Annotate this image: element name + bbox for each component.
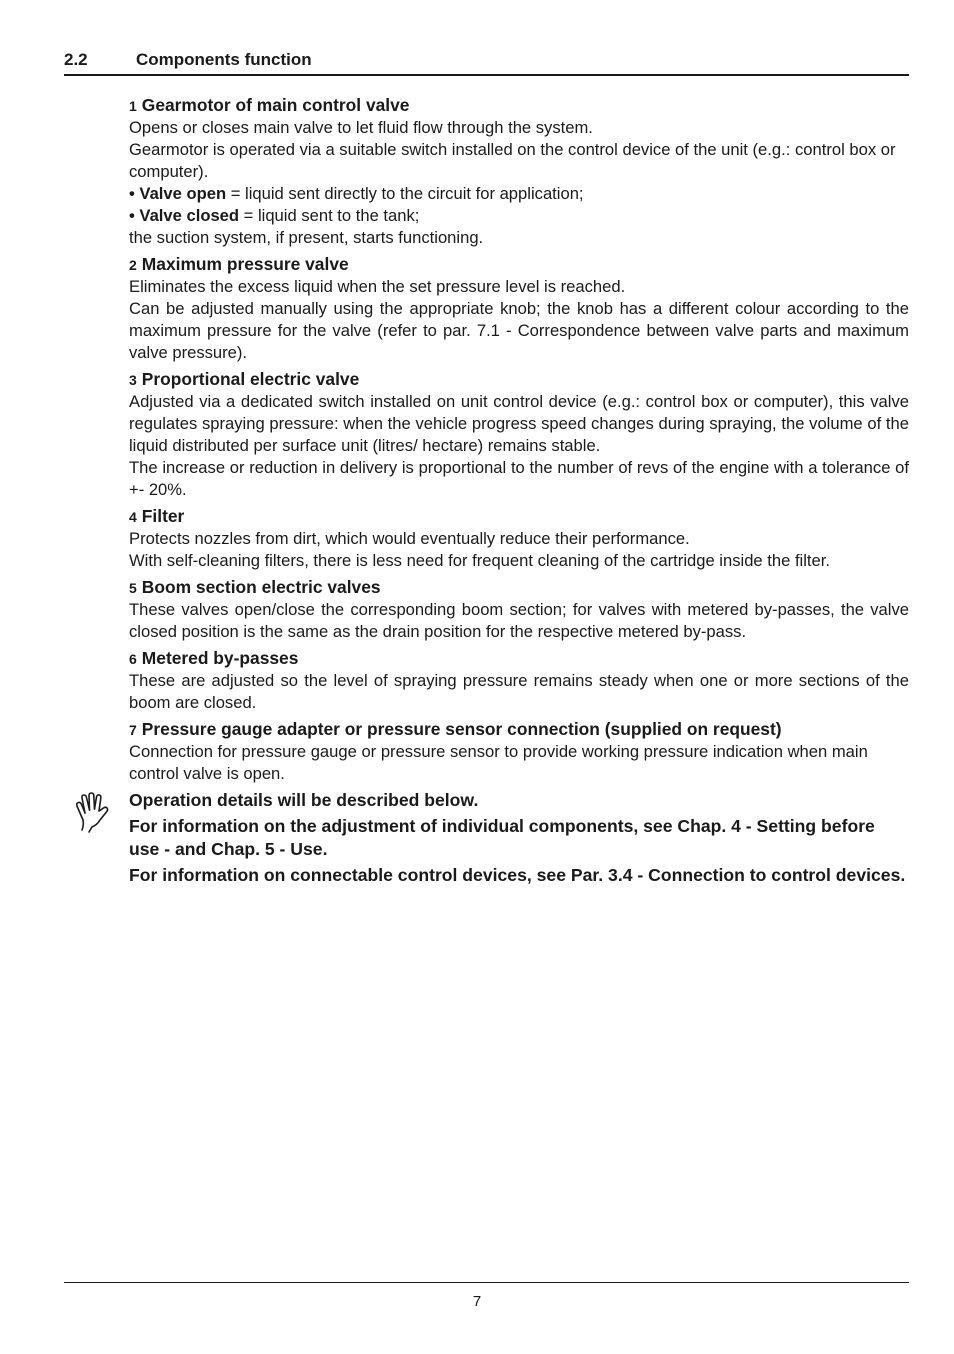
description-line: the suction system, if present, starts functioning. (129, 228, 484, 247)
bullet-text: = liquid sent directly to the circuit for application; (226, 184, 584, 203)
component-name: Proportional electric valve (141, 369, 360, 389)
component-number: 2 (129, 257, 137, 273)
component-title (129, 253, 909, 276)
component-title (129, 576, 909, 599)
section-number: 2.2 (64, 50, 88, 69)
component-title (129, 718, 909, 741)
component-name: Metered by-passes (141, 648, 299, 668)
component-number: 6 (129, 651, 137, 667)
component-name: Maximum pressure valve (141, 254, 349, 274)
component-4 (129, 505, 909, 572)
component-3 (129, 368, 909, 501)
description-line: Can be adjusted manually using the appropriate knob; the knob has a different colour according to the maximum pressure for the valve (refer to par. 7.1 - Correspondence between valve parts and maximum valve pressure). (129, 299, 909, 362)
description-line: Gearmotor is operated via a suitable switch installed on the control device of the unit (e.g.: control box or computer). (129, 140, 896, 181)
components-list (129, 94, 909, 789)
description-line: Protects nozzles from dirt, which would eventually reduce their performance. (129, 529, 690, 548)
page-number: 7 (472, 1293, 482, 1310)
bullet-valve-closed (129, 205, 909, 227)
section-title: Components function (136, 50, 312, 69)
description-line: Adjusted via a dedicated switch installed on unit control device (e.g.: control box or computer), this valve regulates spraying pressure: when the vehicle progress speed changes during spraying, the volume of the liquid distributed per surface unit (litres/ hectare) remains stable. (129, 392, 909, 455)
note-line: Operation details will be described below. (129, 790, 479, 810)
description-line: With self-cleaning filters, there is less need for frequent cleaning of the cartridge inside the filter. (129, 551, 830, 570)
component-1 (129, 94, 909, 249)
component-name: Boom section electric valves (141, 577, 381, 597)
section-header (64, 50, 909, 76)
description-line: Opens or closes main valve to let fluid flow through the system. (129, 118, 593, 137)
operation-note (129, 789, 909, 890)
component-number: 1 (129, 98, 137, 114)
component-number: 4 (129, 509, 137, 525)
component-title (129, 368, 909, 391)
component-number: 5 (129, 580, 137, 596)
hand-icon (72, 792, 112, 834)
component-title (129, 505, 909, 528)
component-number: 7 (129, 722, 137, 738)
footer-divider (64, 1282, 909, 1283)
description-line: The increase or reduction in delivery is proportional to the number of revs of the engine with a tolerance of +- 20%. (129, 458, 909, 499)
bullet-label: • Valve closed (129, 206, 240, 225)
component-title (129, 94, 909, 117)
bullet-valve-open (129, 183, 909, 205)
component-5 (129, 576, 909, 643)
component-2 (129, 253, 909, 364)
note-line: For information on the adjustment of individual components, see Chap. 4 - Setting before use - and Chap. 5 - Use. (129, 816, 875, 859)
component-name: Pressure gauge adapter or pressure sensor connection (supplied on request) (141, 719, 782, 739)
component-7 (129, 718, 909, 785)
description-line: Eliminates the excess liquid when the set pressure level is reached. (129, 277, 626, 296)
bullet-text: = liquid sent to the tank; (239, 206, 420, 225)
bullet-label: • Valve open (129, 184, 227, 203)
component-name: Filter (141, 506, 185, 526)
description-line: These are adjusted so the level of spraying pressure remains steady when one or more sections of the boom are closed. (129, 671, 909, 712)
component-6 (129, 647, 909, 714)
component-name: Gearmotor of main control valve (141, 95, 410, 115)
description-line: These valves open/close the corresponding boom section; for valves with metered by-passes, the valve closed position is the same as the drain position for the respective metered by-pass. (129, 600, 909, 641)
description-line: Connection for pressure gauge or pressure sensor to provide working pressure indication when main control valve is open. (129, 742, 868, 783)
component-title (129, 647, 909, 670)
component-number: 3 (129, 372, 137, 388)
note-line: For information on connectable control devices, see Par. 3.4 - Connection to control devices. (129, 865, 906, 885)
